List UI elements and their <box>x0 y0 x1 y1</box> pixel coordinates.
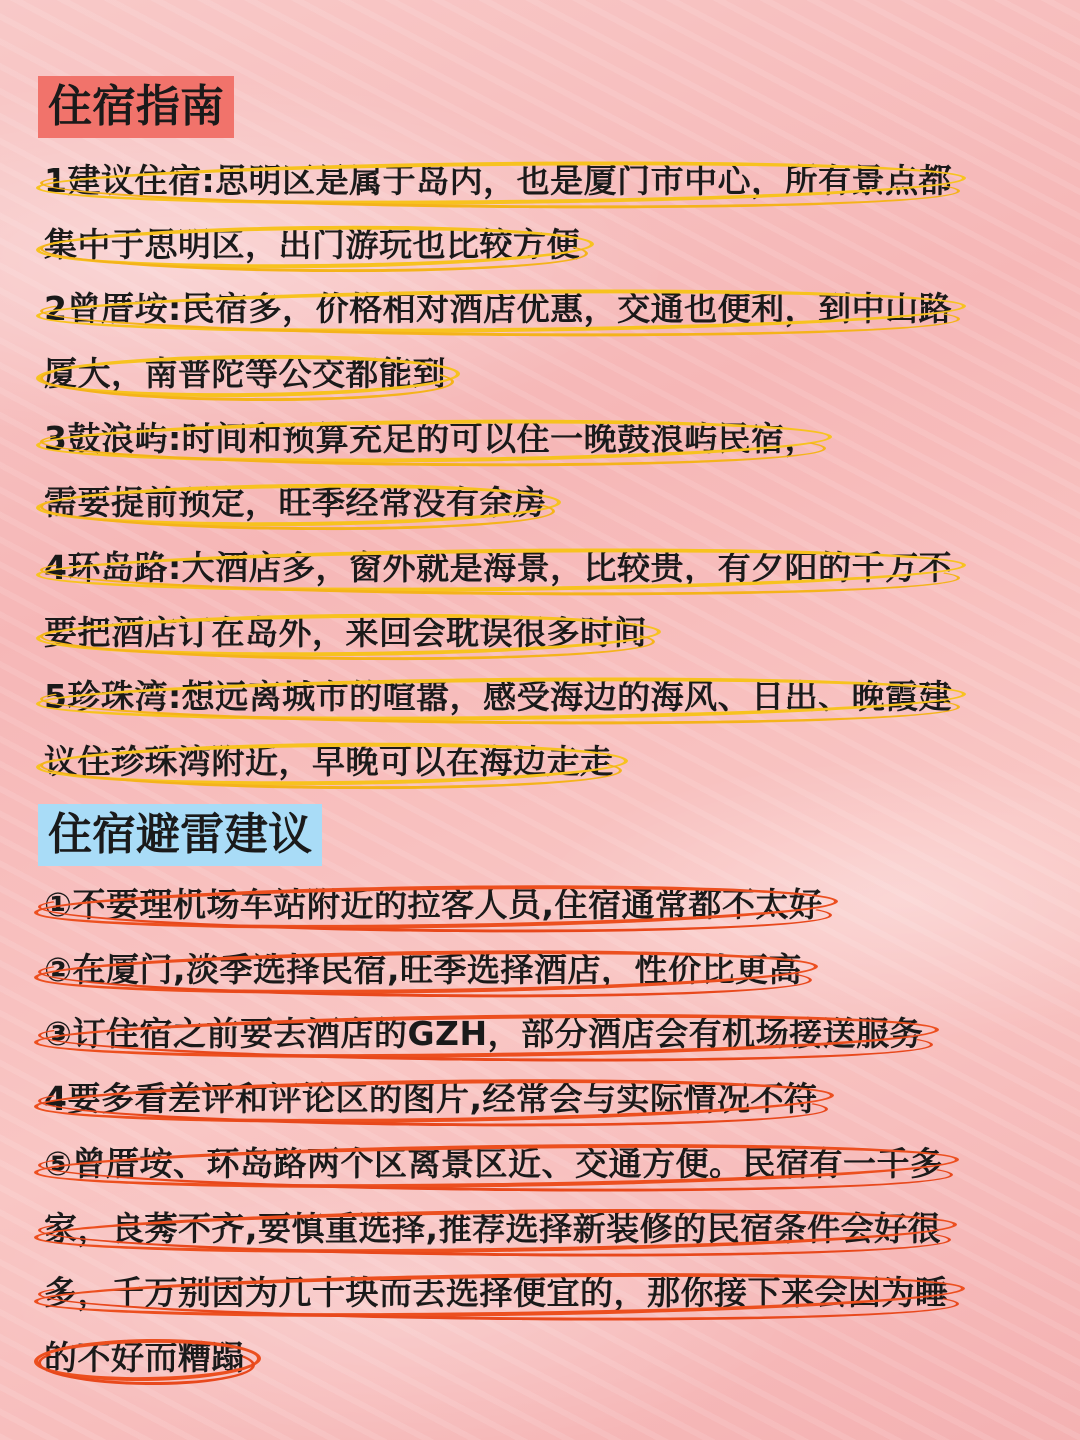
guide-line: 2曾厝垵:民宿多，价格相对酒店优惠，交通也便利，到中山路 <box>44 284 952 334</box>
guide-line: 3鼓浪屿:时间和预算充足的可以住一晚鼓浪屿民宿， <box>44 414 818 464</box>
tip-line: 家，良莠不齐,要慎重选择,推荐选择新装修的民宿条件会好很 <box>44 1204 941 1254</box>
guide-line: 议住珍珠湾附近，早晚可以在海边走走 <box>44 737 614 787</box>
guide-line: 要把酒店订在岛外，来回会耽误很多时间 <box>44 608 647 658</box>
tip-line: 多，千万别因为几十块而去选择便宜的，那你接下来会因为睡 <box>44 1268 949 1318</box>
tip-line: ③订住宿之前要去酒店的GZH，部分酒店会有机场接送服务 <box>44 1009 923 1059</box>
guide-line: 5珍珠湾:想远离城市的喧嚣，感受海边的海风、日出、晚霞建 <box>44 672 952 722</box>
section-title-pitfall-tips: 住宿避雷建议 <box>38 804 322 866</box>
tip-line: 4要多看差评和评论区的图片,经常会与实际情况不符 <box>44 1074 818 1124</box>
tip-line: 的不好而糟蹋 <box>44 1333 245 1383</box>
tip-line: ⑤曾厝垵、环岛路两个区离景区近、交通方便。民宿有一千多 <box>44 1139 943 1189</box>
guide-line: 4环岛路:大酒店多，窗外就是海景，比较贵，有夕阳的千万不 <box>44 543 952 593</box>
section-title-accommodation-guide: 住宿指南 <box>38 76 234 138</box>
tip-line: ②在厦门,淡季选择民宿,旺季选择酒店，性价比更高 <box>44 945 802 995</box>
guide-line: 需要提前预定，旺季经常没有余房 <box>44 478 547 528</box>
guide-line: 1建议住宿:思明区是属于岛内，也是厦门市中心，所有景点都 <box>44 156 952 206</box>
tip-line: ①不要理机场车站附近的拉客人员,住宿通常都不太好 <box>44 880 822 930</box>
guide-line: 厦大，南普陀等公交都能到 <box>44 349 446 399</box>
guide-line: 集中于思明区，出门游玩也比较方便 <box>44 220 580 270</box>
